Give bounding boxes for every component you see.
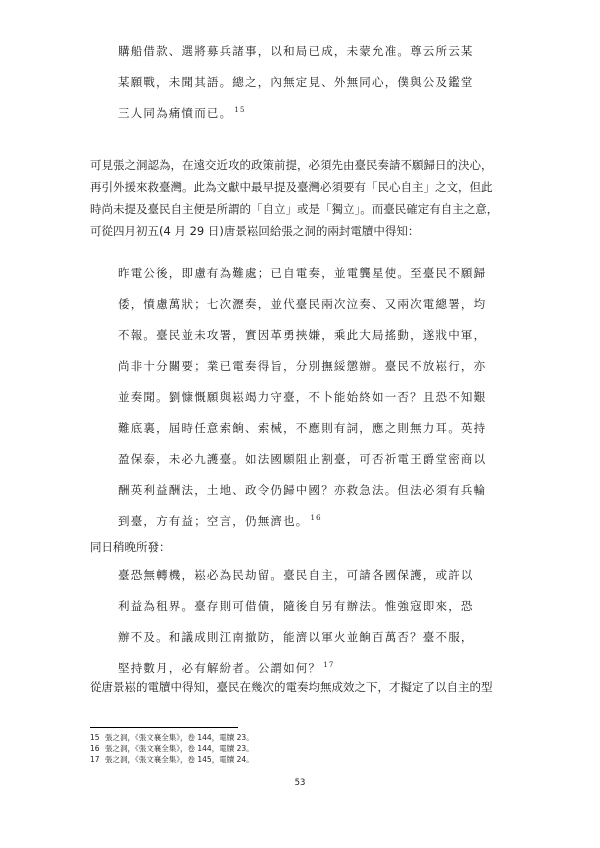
block-quote-2 [118,258,486,537]
body-line: 時尚未提及臺民自主便是所謂的「自立」或是「獨立」。而臺民確定有自主之意， [90,202,499,216]
footnote-17 [90,754,254,765]
footnote-number: 17 [90,755,100,764]
quote-line: 倭，憤慮萬狀；七次瀝奏，並代臺民兩次泣奏、又兩次電總署，均 [118,297,487,311]
quote-line: 某願戰，未聞其語。總之，內無定見、外無同心，僕與公及鑑堂 [118,75,474,89]
body-line: 從唐景崧的電牘中得知，臺民在幾次的電奏均無成效之下，才擬定了以自主的型 [90,680,493,694]
footnote-text: 張之洞，《張文襄全集》，卷 145，電牘 24。 [105,755,254,764]
page-number: 53 [294,778,306,788]
quote-line: 利益為租界。臺存則可借債，隨後自另有辦法。惟強寇即來，恐 [118,599,474,613]
body-paragraph-1 [90,154,498,242]
footnote-number: 16 [90,744,100,753]
quote-line: 不報。臺民並未攻署，實因革勇挾嫌，乘此大局搖動，遂戕中軍， [118,328,487,342]
footnote-text: 張之洞，《張文襄全集》，卷 144，電牘 23。 [105,744,254,753]
footnote-16 [90,743,254,754]
body-line: 可從四月初五(4 月 29 日)唐景崧回給張之洞的兩封電牘中得知： [90,224,420,238]
footnote-text: 張之洞，《張文襄全集》，卷 144，電牘 23。 [105,733,254,742]
quote-line: 尚非十分關要；業已電奏得旨，分別撫綏懲辦。臺民不放崧行，亦 [118,359,487,373]
footnote-ref-17[interactable]: 17 [323,661,335,669]
body-paragraph-2 [90,536,171,558]
block-quote-3 [118,560,474,684]
quote-line: 購船借款、選將募兵諸事，以和局已成，未蒙允准。尊云所云某 [118,44,474,58]
footnote-15 [90,732,254,743]
quote-line: 酬英利益酬法，土地、政令仍歸中國？亦救急法。但法必須有兵輪 [118,483,487,497]
quote-line: 難底裏，屆時任意索餉、索械，不應則有詞，應之則無力耳。英持 [118,421,487,435]
quote-line: 昨電公後，即慮有為難處；已自電奏，並電龔星使。至臺民不願歸 [118,266,487,280]
quote-line: 堅持數月，必有解紛者。公謂如何？ $^{17}$ [118,661,335,675]
quote-line: 並奏聞。劉慷慨願與崧竭力守臺，不卜能始終如一否？且恐不知艱 [118,390,487,404]
quote-line: 辦不及。和議成則江南撤防，能濟以軍火並餉百萬否？臺不服， [118,630,474,644]
quote-line: 三人同為痛憤而已。 $^{15}$ [118,106,246,120]
block-quote-1 [118,36,474,129]
footnote-divider [90,727,238,728]
body-paragraph-3 [90,676,493,698]
body-line: 同日稍晚所發： [90,540,171,554]
quote-line: 到臺，方有益；空言，仍無濟也。 $^{16}$ [118,514,322,528]
body-line: 再引外援來救臺灣。此為文獻中最早提及臺灣必須要有「民心自主」之文，但此 [90,180,493,194]
quote-line: 臺恐無轉機，崧必為民劫留。臺民自主，可請各國保護，或許以 [118,568,474,582]
footnote-ref-16[interactable]: 16 [310,514,322,522]
body-line: 可見張之洞認為，在遠交近攻的政策前提，必須先由臺民奏請不願歸日的決心， [90,158,493,172]
quote-line: 盈保泰，未必九護臺。如法國願阻止割臺，可否祈電王爵堂密商以 [118,452,487,466]
footnote-ref-15[interactable]: 15 [234,106,246,114]
footnote-number: 15 [90,733,100,742]
